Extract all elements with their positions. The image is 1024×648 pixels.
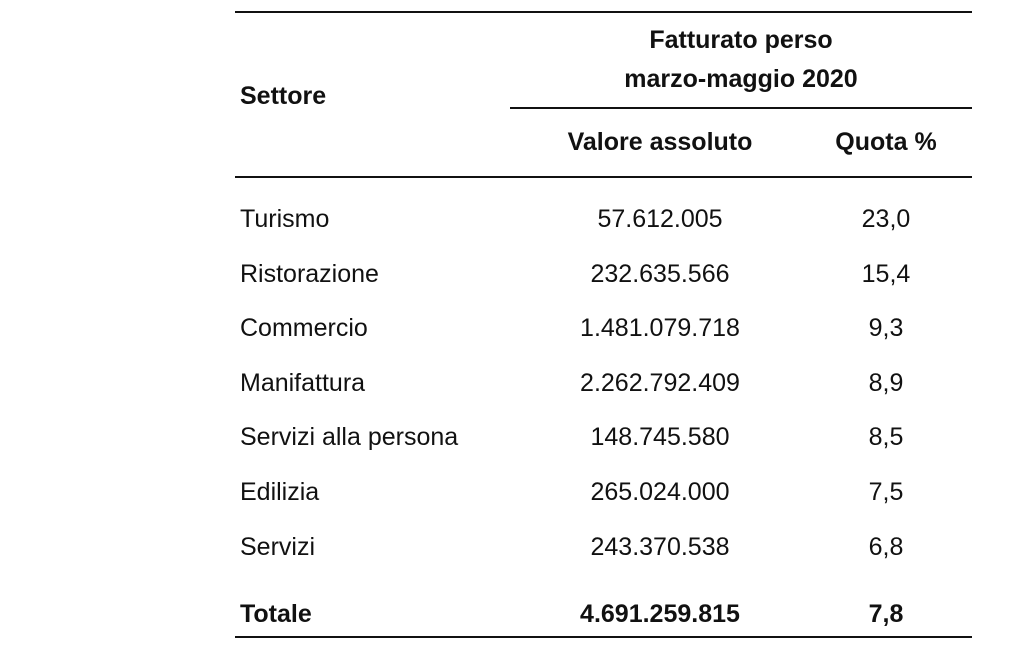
header-group-line1: Fatturato perso bbox=[649, 26, 833, 54]
row-sector: Servizi alla persona bbox=[240, 423, 459, 451]
row-value: 2.262.792.409 bbox=[580, 369, 740, 397]
row-sector: Manifattura bbox=[240, 369, 366, 397]
row-value: 232.635.566 bbox=[590, 260, 730, 288]
row-value: 57.612.005 bbox=[597, 205, 723, 233]
header-group-rule bbox=[510, 107, 972, 109]
header-sector: Settore bbox=[240, 82, 327, 110]
total-share: 7,8 bbox=[868, 600, 904, 628]
row-share: 8,9 bbox=[868, 369, 904, 397]
row-value: 1.481.079.718 bbox=[580, 314, 740, 342]
header-share: Quota % bbox=[835, 128, 937, 156]
row-share: 7,5 bbox=[868, 478, 904, 506]
table-bottom-rule bbox=[235, 636, 972, 638]
row-sector: Commercio bbox=[240, 314, 368, 342]
row-value: 148.745.580 bbox=[590, 423, 730, 451]
header-bottom-rule bbox=[235, 176, 972, 178]
row-share: 6,8 bbox=[868, 533, 904, 561]
row-sector: Servizi bbox=[240, 533, 316, 561]
row-share: 23,0 bbox=[861, 205, 911, 233]
total-sector: Totale bbox=[240, 600, 312, 628]
row-sector: Turismo bbox=[240, 205, 330, 233]
row-value: 265.024.000 bbox=[590, 478, 730, 506]
row-sector: Edilizia bbox=[240, 478, 320, 506]
header-group-line2: marzo-maggio 2020 bbox=[624, 65, 858, 93]
table-top-rule bbox=[235, 11, 972, 13]
total-value: 4.691.259.815 bbox=[580, 600, 740, 628]
row-sector: Ristorazione bbox=[240, 260, 379, 288]
header-value: Valore assoluto bbox=[567, 128, 753, 156]
row-value: 243.370.538 bbox=[590, 533, 730, 561]
row-share: 15,4 bbox=[861, 260, 911, 288]
row-share: 8,5 bbox=[868, 423, 904, 451]
row-share: 9,3 bbox=[868, 314, 904, 342]
